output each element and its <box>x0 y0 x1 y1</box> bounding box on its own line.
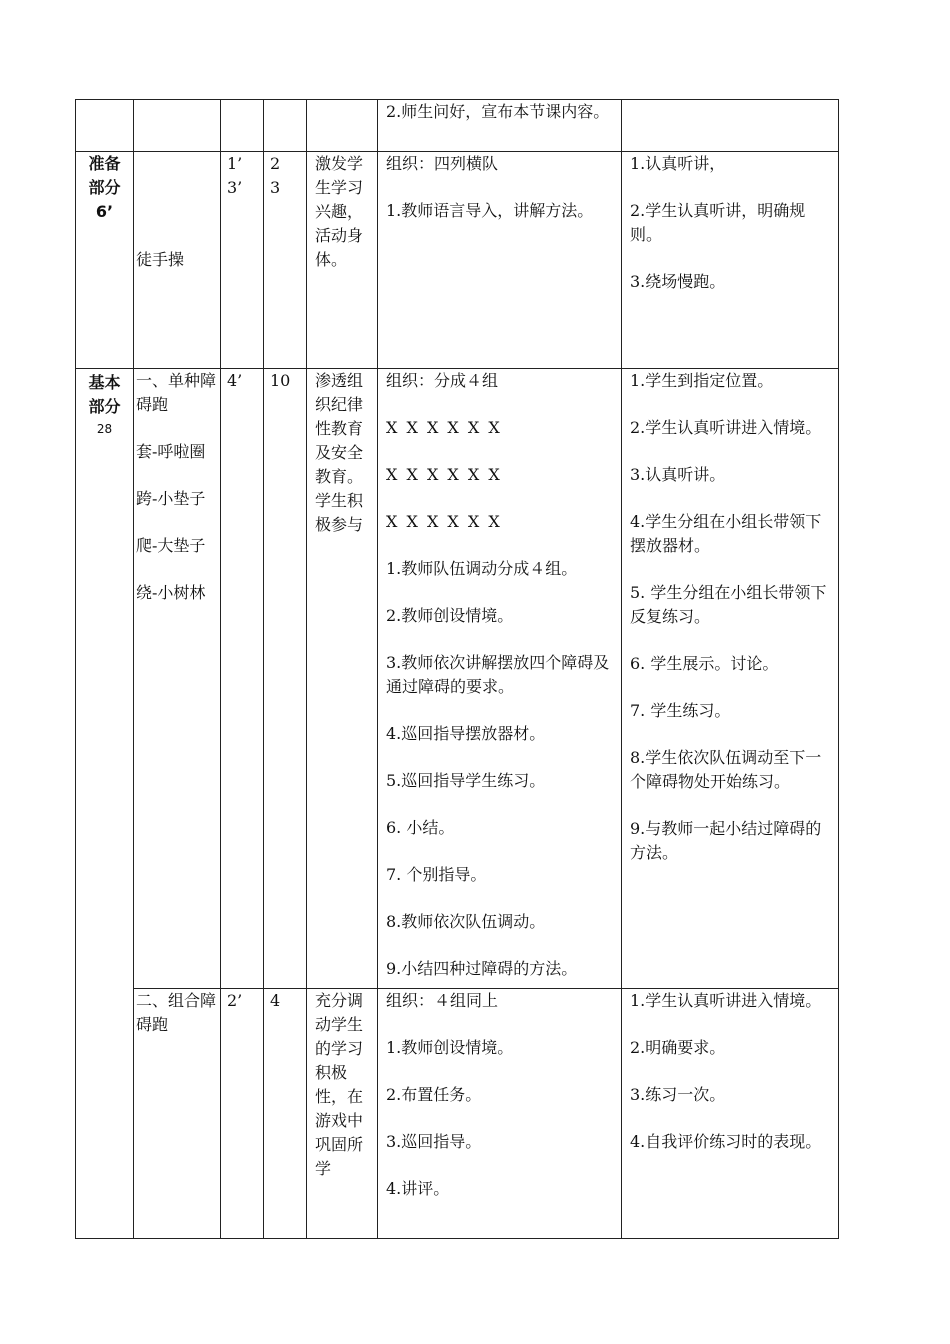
teacher-step: 7. 个别指导。 <box>386 865 487 884</box>
table-row-continuation <box>76 100 839 152</box>
teacher-step: 组织：四列横队 <box>386 154 499 173</box>
student-step: 3.绕场慢跑。 <box>630 272 726 291</box>
student-step: 2.明确要求。 <box>630 1038 726 1057</box>
content-cell: 徒手操 <box>134 152 221 369</box>
teacher-step: 1.教师队伍调动分成４组。 <box>386 559 578 578</box>
student-step: 7. 学生练习。 <box>630 701 731 720</box>
teacher-step: 6. 小结。 <box>386 818 455 837</box>
student-step: 4.学生分组在小组长带领下摆放器材。 <box>630 512 822 555</box>
student-activity-cell <box>622 369 839 989</box>
teacher-activity-cell <box>378 989 622 1239</box>
objective-cell: 渗透组织纪律性教育及安全教育。学生积极参与 <box>307 369 378 989</box>
student-step: 2.学生认真听讲，明确规则。 <box>630 201 806 244</box>
teacher-step: 9.小结四种过障碍的方法。 <box>386 959 578 978</box>
teacher-step: 1.教师创设情境。 <box>386 1038 514 1057</box>
teacher-step: 组织：４组同上 <box>386 991 499 1010</box>
student-activity-cell <box>622 152 839 369</box>
student-step: 3.练习一次。 <box>630 1085 726 1104</box>
teacher-step: 2.教师创设情境。 <box>386 606 514 625</box>
teacher-step: 4.巡回指导摆放器材。 <box>386 724 546 743</box>
time-cell: 4’ <box>221 369 264 989</box>
content-cell: 二、组合障碍跑 <box>134 989 221 1239</box>
student-step: 2.学生认真听讲进入情境。 <box>630 418 822 437</box>
teacher-step: 3.教师依次讲解摆放四个障碍及通过障碍的要求。 <box>386 653 610 696</box>
student-step: 4.自我评价练习时的表现。 <box>630 1132 822 1151</box>
student-step: 6. 学生展示。讨论。 <box>630 654 779 673</box>
student-step: 8.学生依次队伍调动至下一个障碍物处开始练习。 <box>630 748 822 791</box>
lesson-plan-table <box>75 99 839 1239</box>
count-cell: 4 <box>264 989 307 1239</box>
content-cell: 一、单种障碍跑 套-呼啦圈 跨-小垫子 爬-大垫子 绕-小树林 <box>134 369 221 989</box>
teacher-activity-cell <box>378 152 622 369</box>
phase-label-basic: 基本部分 28 <box>76 369 134 1239</box>
table-row-basic-2 <box>76 989 839 1239</box>
teacher-step: 3.巡回指导。 <box>386 1132 482 1151</box>
table-row-preparation <box>76 152 839 369</box>
teacher-step: 1.教师语言导入，讲解方法。 <box>386 201 594 220</box>
objective-cell: 充分调动学生的学习积极性，在游戏中巩固所学 <box>307 989 378 1239</box>
formation-row: X X X X X X <box>386 418 502 437</box>
teacher-activity-cell <box>378 100 622 152</box>
objective-cell: 激发学生学习兴趣，活动身体。 <box>307 152 378 369</box>
student-step: 1.学生认真听讲进入情境。 <box>630 991 822 1010</box>
student-step: 9.与教师一起小结过障碍的方法。 <box>630 819 822 862</box>
teacher-step: 2.师生问好，宣布本节课内容。 <box>386 102 610 121</box>
teacher-step: 5.巡回指导学生练习。 <box>386 771 546 790</box>
formation-row: X X X X X X <box>386 512 502 531</box>
teacher-step: 组织：分成４组 <box>386 371 499 390</box>
teacher-step: 2.布置任务。 <box>386 1085 482 1104</box>
time-cell: 2’ <box>221 989 264 1239</box>
student-step: 3.认真听讲。 <box>630 465 726 484</box>
formation-row: X X X X X X <box>386 465 502 484</box>
teacher-activity-cell <box>378 369 622 989</box>
time-cell: 1’ 3’ <box>221 152 264 369</box>
teacher-step: 4.讲评。 <box>386 1179 450 1198</box>
count-cell: 10 <box>264 369 307 989</box>
phase-label-preparation: 准备部分 6’ <box>76 152 134 369</box>
table-row-basic-1 <box>76 369 839 989</box>
student-activity-cell <box>622 989 839 1239</box>
teacher-step: 8.教师依次队伍调动。 <box>386 912 546 931</box>
student-step: 5. 学生分组在小组长带领下反复练习。 <box>630 583 827 626</box>
student-step: 1.学生到指定位置。 <box>630 371 774 390</box>
count-cell: 2 3 <box>264 152 307 369</box>
student-step: 1.认真听讲， <box>630 154 726 173</box>
